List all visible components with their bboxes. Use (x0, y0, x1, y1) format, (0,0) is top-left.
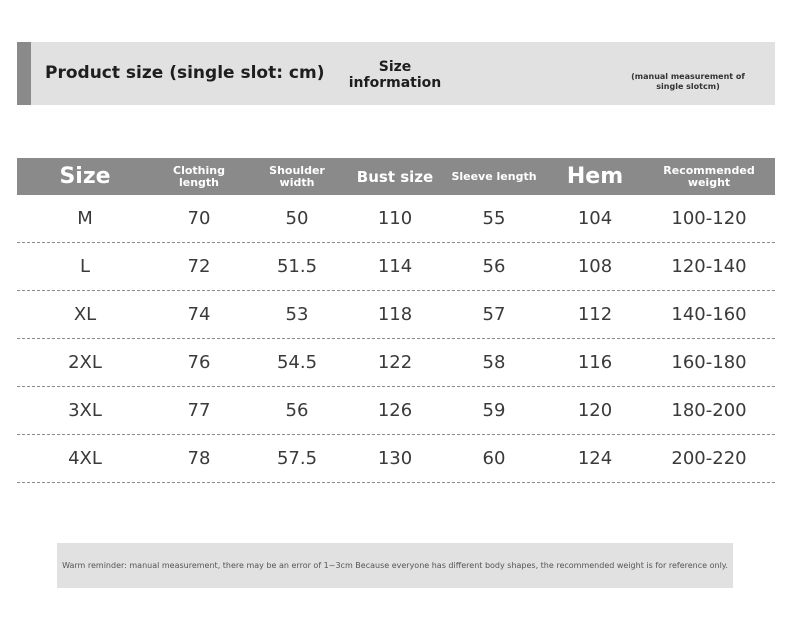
clothing-length-cell: 76 (187, 352, 211, 373)
size-chart-table (17, 158, 775, 483)
clothing-length-cell: 70 (187, 208, 211, 229)
recommended-weight-cell: 200-220 (671, 448, 747, 469)
header-size: Size (59, 164, 111, 189)
measurement-note (623, 72, 753, 92)
table-header-row (17, 158, 775, 195)
measurement-note-line-1: (manual measurement of (631, 72, 745, 81)
sleeve-length-cell: 56 (482, 256, 506, 277)
size-cell: L (79, 256, 91, 277)
header-hem: Hem (566, 164, 624, 189)
table-row (17, 243, 775, 291)
banner-title: Product size (single slot: cm) (45, 63, 325, 83)
header-clothing-length: Clothing length (173, 163, 225, 189)
hem-cell: 120 (577, 400, 613, 421)
recommended-weight-cell: 100-120 (671, 208, 747, 229)
recommended-weight-cell: 180-200 (671, 400, 747, 421)
header-recommended-weight: Recommended weight (663, 163, 755, 189)
size-cell: 4XL (68, 448, 102, 469)
hem-cell: 108 (577, 256, 613, 277)
size-information-heading (335, 59, 455, 91)
sleeve-length-cell: 59 (482, 400, 506, 421)
size-information-line-2: information (348, 75, 442, 91)
recommended-weight-cell: 160-180 (671, 352, 747, 373)
hem-cell: 124 (577, 448, 613, 469)
bust-size-cell: 118 (377, 304, 413, 325)
header-bust-size: Bust size (356, 167, 434, 186)
size-cell: XL (73, 304, 97, 325)
shoulder-width-cell: 50 (285, 208, 309, 229)
hem-cell: 112 (577, 304, 613, 325)
recommended-weight-cell: 120-140 (671, 256, 747, 277)
table-row (17, 195, 775, 243)
shoulder-width-cell: 56 (285, 400, 309, 421)
clothing-length-cell: 77 (187, 400, 211, 421)
size-information-line-1: Size (378, 59, 412, 75)
sleeve-length-cell: 58 (482, 352, 506, 373)
sleeve-length-cell: 55 (482, 208, 506, 229)
clothing-length-cell: 78 (187, 448, 211, 469)
header-sleeve-length: Sleeve length (451, 169, 537, 183)
bust-size-cell: 110 (377, 208, 413, 229)
clothing-length-cell: 74 (187, 304, 211, 325)
product-size-banner (17, 42, 775, 105)
table-row (17, 387, 775, 435)
banner-accent-bar (17, 42, 31, 105)
table-row (17, 339, 775, 387)
size-cell: 3XL (68, 400, 102, 421)
table-row (17, 435, 775, 483)
size-cell: M (77, 208, 93, 229)
bust-size-cell: 130 (377, 448, 413, 469)
size-cell: 2XL (68, 352, 102, 373)
bust-size-cell: 126 (377, 400, 413, 421)
shoulder-width-cell: 57.5 (276, 448, 318, 469)
sleeve-length-cell: 57 (482, 304, 506, 325)
header-shoulder-width: Shoulder width (269, 163, 325, 189)
shoulder-width-cell: 54.5 (276, 352, 318, 373)
table-row (17, 291, 775, 339)
clothing-length-cell: 72 (187, 256, 211, 277)
shoulder-width-cell: 53 (285, 304, 309, 325)
recommended-weight-cell: 140-160 (671, 304, 747, 325)
warm-reminder-note (57, 543, 733, 588)
warm-reminder-text: Warm reminder: manual measurement, there may be an error of 1~3cm Because everyone has different body shapes, the recommended weight is for reference only. (62, 561, 728, 570)
shoulder-width-cell: 51.5 (276, 256, 318, 277)
hem-cell: 116 (577, 352, 613, 373)
measurement-note-line-2: single slotcm) (656, 82, 720, 91)
sleeve-length-cell: 60 (482, 448, 506, 469)
bust-size-cell: 114 (377, 256, 413, 277)
hem-cell: 104 (577, 208, 613, 229)
bust-size-cell: 122 (377, 352, 413, 373)
